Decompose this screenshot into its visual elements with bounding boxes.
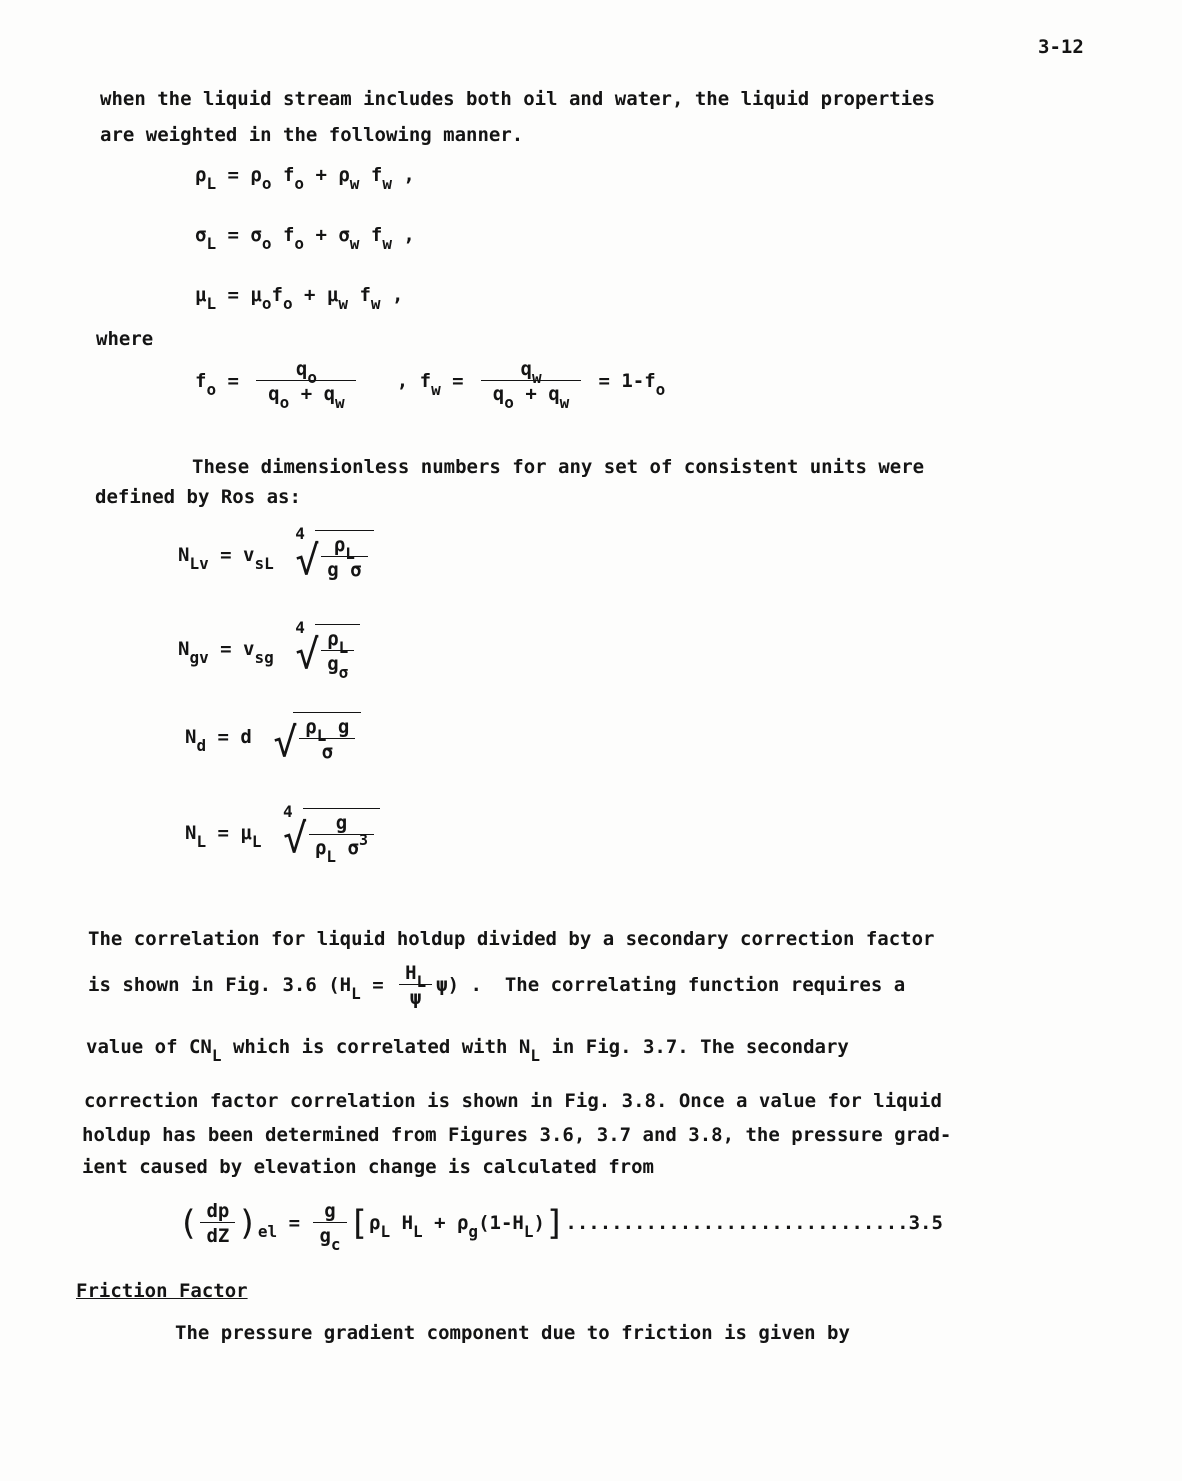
paragraph-line: ient caused by elevation change is calculated from [82, 1156, 654, 1178]
paragraph-line: when the liquid stream includes both oil and water, the liquid properties [100, 88, 936, 110]
equation-viscosity: $\mu_L = \mu_of_o + \mu_w$ $f_w$ , [195, 284, 404, 313]
paragraph-line-holdup: is shown in Fig. 3.6 ($H_L$ = $\frac{H_L}{\psi}$ ψ) . The correlating function requires a [88, 962, 906, 1009]
section-heading: Friction Factor [76, 1280, 248, 1302]
equation-gas-velocity-number: $N_{gv} = v_{sg}$ 4 √ $\frac{\rho_L}{g_\sigma}$ [178, 624, 360, 675]
paragraph-line: correction factor correlation is shown in Fig. 3.8. Once a value for liquid [84, 1090, 942, 1112]
paragraph-line: The pressure gradient component due to friction is given by [175, 1322, 850, 1344]
page-number: 3-12 [1038, 36, 1084, 58]
paragraph-line: are weighted in the following manner. [100, 124, 524, 146]
text-fragment: The correlating function requires a [504, 974, 906, 996]
equation-diameter-number: $N_d = d$ √ $\frac{\rho_L g}{\sigma}$ [185, 712, 361, 763]
paragraph-line: holdup has been determined from Figures 3.6, 3.7 and 3.8, the pressure grad- [82, 1124, 952, 1146]
equation-elevation-gradient: ( $\frac{dp}{dZ}$ )$_{el}$ = $\frac{g}{g_c}$ [$\rho_L$ $H_L + \rho_g(1-H_L)]..............................3.5$ [178, 1200, 943, 1254]
equation-liquid-velocity-number: $N_{Lv} = v_{sL}$ 4 √ $\frac{\rho_L}{\text{g σ}}$ [178, 530, 374, 581]
paragraph-line: value of $CN_L$ which is correlated with $N_L$ in Fig. 3.7. The secondary [86, 1036, 849, 1065]
equation-fractions: $f_o$ = $\frac{q_o}{q_o + q_w}$ , $f_w$ = $\frac{q_w}{q_o + q_w}$ = $1-f_o$ [195, 358, 666, 412]
equation-surface-tension: $\sigma_L = \sigma_o$ $f_o + \sigma_w$ $f_w$ , [195, 224, 415, 253]
text-fragment: which is correlated with N [232, 1036, 531, 1058]
equation-viscosity-number: $N_L = \mu_L$ 4 √ $\frac{g}{\rho_L \sigma^3}$ [185, 808, 380, 859]
paragraph-line: The correlation for liquid holdup divided by a secondary correction factor [88, 928, 935, 950]
paragraph-line: defined by Ros as: [95, 486, 301, 508]
equation-density: $\rho_L = \rho_o$ $f_o + \rho_w$ $f_w$ , [195, 164, 415, 193]
text-fragment: value of CN [86, 1036, 212, 1058]
text-fragment: in Fig. 3.7. The secondary [551, 1036, 849, 1058]
leader-dots: .............................. [565, 1212, 909, 1234]
paragraph-line: These dimensionless numbers for any set of consistent units were [192, 456, 925, 478]
text-fragment: is shown in Fig. 3.6 (H [88, 974, 352, 996]
equation-number: 3.5 [908, 1212, 943, 1234]
where-label: where [96, 328, 154, 350]
